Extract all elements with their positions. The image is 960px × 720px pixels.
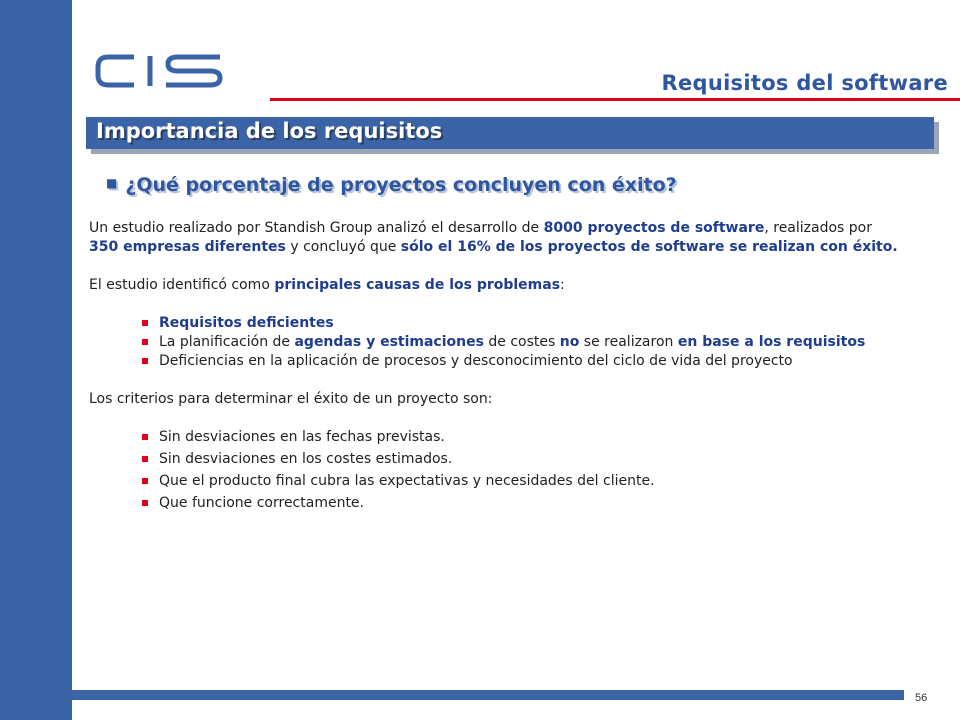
criteria-list [89, 428, 899, 513]
text: Deficiencias en la aplicación de procesos y desconocimiento del ciclo de vida del proyecto [159, 353, 793, 369]
text: se realizaron [579, 334, 678, 350]
highlight: sólo el 16% de los proyectos de software se realizan con éxito. [400, 239, 898, 255]
list-item [141, 352, 899, 371]
highlight: agendas y estimaciones [294, 334, 484, 350]
study-paragraph [89, 219, 899, 257]
question-heading [106, 174, 677, 196]
cis-logo [94, 54, 224, 88]
highlight: no [559, 334, 580, 350]
causes-intro [89, 276, 899, 295]
list-item [141, 333, 899, 352]
highlight: en base a los requisitos [677, 334, 866, 350]
left-decorative-bar [0, 0, 72, 720]
highlight: 350 empresas diferentes [89, 239, 286, 255]
text: El estudio identificó como [89, 277, 275, 293]
highlight: 8000 proyectos de software [543, 220, 765, 236]
text: de costes [483, 334, 560, 350]
red-divider [270, 98, 960, 101]
slide-body [89, 219, 899, 516]
section-title: Importancia de los requisitos [96, 119, 443, 143]
document-title: Requisitos del software [661, 71, 948, 95]
list-item: Sin desviaciones en los costes estimados. [141, 450, 899, 469]
page-number: 56 [915, 692, 928, 704]
highlight: principales causas de los problemas [274, 277, 561, 293]
text: : [560, 277, 565, 293]
causes-list [89, 314, 899, 371]
highlight: Requisitos deficientes [159, 315, 334, 331]
list-item [141, 314, 899, 333]
square-bullet-icon: ■ [106, 176, 118, 190]
text: , realizados por [764, 220, 872, 236]
list-item: Que funcione correctamente. [141, 494, 899, 513]
text: La planificación de [159, 334, 295, 350]
section-banner [86, 117, 934, 149]
list-item: Que el producto final cubra las expectativas y necesidades del cliente. [141, 472, 899, 491]
question-text: ¿Qué porcentaje de proyectos concluyen con éxito? [125, 174, 677, 196]
list-item: Sin desviaciones en las fechas previstas. [141, 428, 899, 447]
text: y concluyó que [285, 239, 401, 255]
bottom-decorative-bar [72, 690, 904, 700]
text: Un estudio realizado por Standish Group analizó el desarrollo de [89, 220, 544, 236]
criteria-intro: Los criterios para determinar el éxito de un proyecto son: [89, 391, 493, 407]
